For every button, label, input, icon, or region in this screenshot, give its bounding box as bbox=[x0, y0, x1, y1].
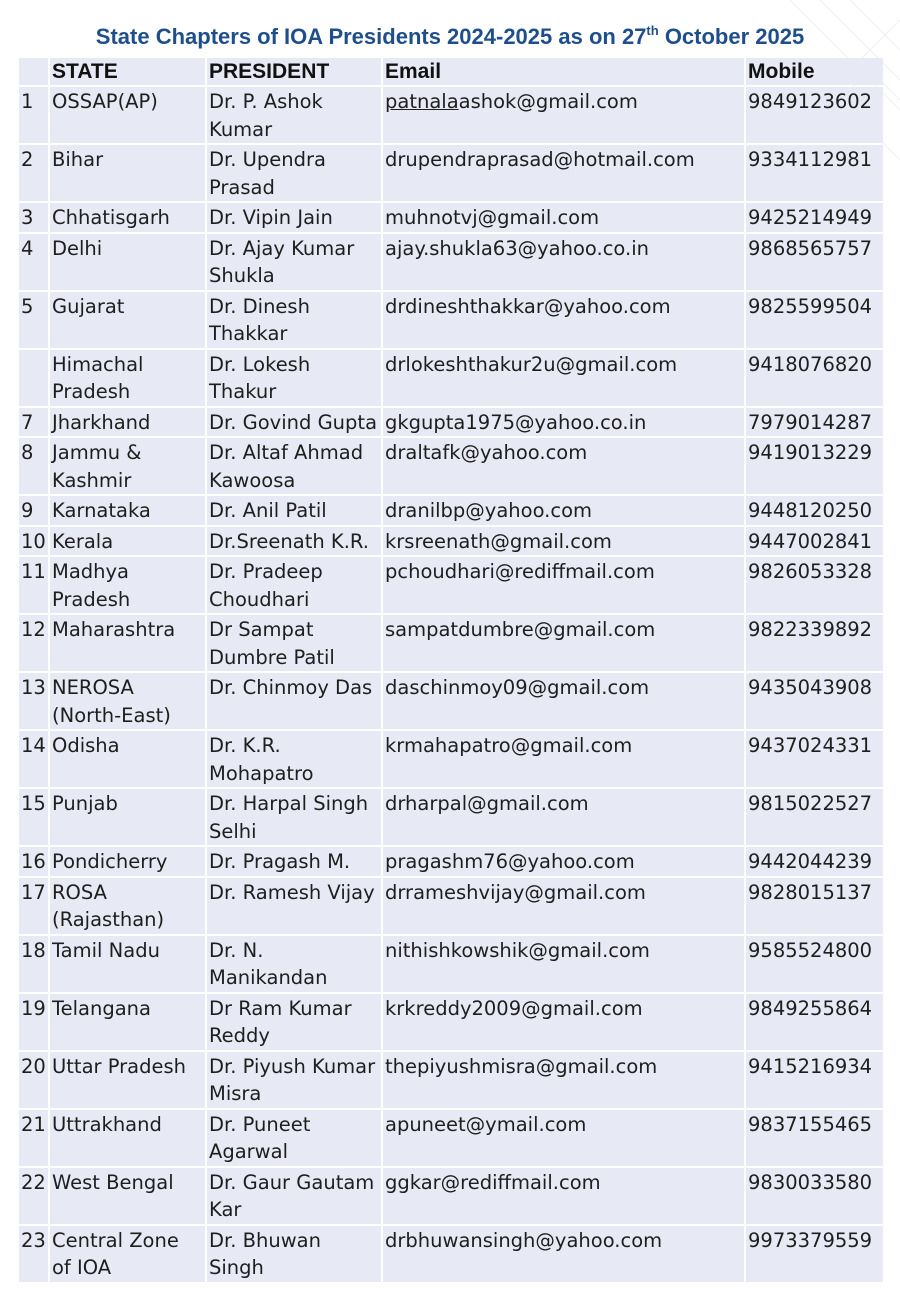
mobile-cell: 9822339892 bbox=[746, 615, 883, 671]
email-cell: nithishkowshik@gmail.com bbox=[383, 936, 744, 992]
email-cell: krmahapatro@gmail.com bbox=[383, 731, 744, 787]
row-number: 15 bbox=[19, 789, 48, 845]
table-row bbox=[19, 789, 883, 845]
president-cell: Dr. Altaf Ahmad Kawoosa bbox=[207, 438, 381, 494]
row-number: 7 bbox=[19, 408, 48, 437]
email-cell: dranilbp@yahoo.com bbox=[383, 496, 744, 525]
table-row bbox=[19, 673, 883, 729]
president-cell: Dr. N. Manikandan bbox=[207, 936, 381, 992]
row-number: 4 bbox=[19, 234, 48, 290]
mobile-cell: 9868565757 bbox=[746, 234, 883, 290]
mobile-cell: 9837155465 bbox=[746, 1110, 883, 1166]
row-number: 19 bbox=[19, 994, 48, 1050]
mobile-cell: 9826053328 bbox=[746, 557, 883, 613]
president-cell: Dr. Ajay Kumar Shukla bbox=[207, 234, 381, 290]
table-row bbox=[19, 936, 883, 992]
president-cell: Dr. Puneet Agarwal bbox=[207, 1110, 381, 1166]
row-number: 1 bbox=[19, 87, 48, 143]
row-number: 22 bbox=[19, 1168, 48, 1224]
row-number: 10 bbox=[19, 527, 48, 556]
email-cell: ajay.shukla63@yahoo.co.in bbox=[383, 234, 744, 290]
email-cell: drrameshvijay@gmail.com bbox=[383, 878, 744, 934]
state-cell: Central Zone of IOA bbox=[50, 1226, 205, 1282]
state-cell: Kerala bbox=[50, 527, 205, 556]
email-cell: drharpal@gmail.com bbox=[383, 789, 744, 845]
state-cell: Uttar Pradesh bbox=[50, 1052, 205, 1108]
title-prefix: State Chapters of IOA Presidents 2024-2025 as on 27 bbox=[95, 24, 647, 49]
state-cell: Uttrakhand bbox=[50, 1110, 205, 1166]
email-cell: pragashm76@yahoo.com bbox=[383, 847, 744, 876]
state-cell: ROSA (Rajasthan) bbox=[50, 878, 205, 934]
row-number bbox=[19, 350, 48, 406]
email-cell: thepiyushmisra@gmail.com bbox=[383, 1052, 744, 1108]
table-row bbox=[19, 438, 883, 494]
state-cell: Pondicherry bbox=[50, 847, 205, 876]
row-number: 8 bbox=[19, 438, 48, 494]
table-row bbox=[19, 203, 883, 232]
state-cell: Karnataka bbox=[50, 496, 205, 525]
row-number: 21 bbox=[19, 1110, 48, 1166]
row-number: 12 bbox=[19, 615, 48, 671]
email-cell: pchoudhari@rediffmail.com bbox=[383, 557, 744, 613]
mobile-cell: 9830033580 bbox=[746, 1168, 883, 1224]
state-cell: Delhi bbox=[50, 234, 205, 290]
mobile-cell: 9415216934 bbox=[746, 1052, 883, 1108]
table-row bbox=[19, 994, 883, 1050]
state-cell: Telangana bbox=[50, 994, 205, 1050]
row-number: 9 bbox=[19, 496, 48, 525]
presidents-table-container bbox=[19, 58, 883, 1282]
state-cell: Odisha bbox=[50, 731, 205, 787]
state-cell: Himachal Pradesh bbox=[50, 350, 205, 406]
mobile-cell: 9849123602 bbox=[746, 87, 883, 143]
table-row bbox=[19, 87, 883, 143]
email-cell: apuneet@ymail.com bbox=[383, 1110, 744, 1166]
state-cell: Maharashtra bbox=[50, 615, 205, 671]
president-cell: Dr. Gaur Gautam Kar bbox=[207, 1168, 381, 1224]
table-row bbox=[19, 527, 883, 556]
president-cell: Dr. P. Ashok Kumar bbox=[207, 87, 381, 143]
email-text[interactable]: ashok@gmail.com bbox=[458, 90, 638, 113]
header-email: Email bbox=[383, 58, 744, 85]
president-cell: Dr Ram Kumar Reddy bbox=[207, 994, 381, 1050]
president-cell: Dr.Sreenath K.R. bbox=[207, 527, 381, 556]
header-state: STATE bbox=[50, 58, 205, 85]
email-cell: drupendraprasad@hotmail.com bbox=[383, 145, 744, 201]
state-cell: Gujarat bbox=[50, 292, 205, 348]
president-cell: Dr. K.R. Mohapatro bbox=[207, 731, 381, 787]
email-cell: gkgupta1975@yahoo.co.in bbox=[383, 408, 744, 437]
president-cell: Dr. Anil Patil bbox=[207, 496, 381, 525]
president-cell: Dr. Govind Gupta bbox=[207, 408, 381, 437]
email-cell: draltafk@yahoo.com bbox=[383, 438, 744, 494]
president-cell: Dr. Chinmoy Das bbox=[207, 673, 381, 729]
email-cell: krsreenath@gmail.com bbox=[383, 527, 744, 556]
email-cell: muhnotvj@gmail.com bbox=[383, 203, 744, 232]
president-cell: Dr. Vipin Jain bbox=[207, 203, 381, 232]
mobile-cell: 9825599504 bbox=[746, 292, 883, 348]
table-row bbox=[19, 1110, 883, 1166]
mobile-cell: 9437024331 bbox=[746, 731, 883, 787]
state-cell: NEROSA (North-East) bbox=[50, 673, 205, 729]
table-row bbox=[19, 350, 883, 406]
email-cell: daschinmoy09@gmail.com bbox=[383, 673, 744, 729]
mobile-cell: 9815022527 bbox=[746, 789, 883, 845]
president-cell: Dr. Pradeep Choudhari bbox=[207, 557, 381, 613]
mobile-cell: 9447002841 bbox=[746, 527, 883, 556]
state-cell: Jharkhand bbox=[50, 408, 205, 437]
email-cell: drbhuwansingh@yahoo.com bbox=[383, 1226, 744, 1282]
table-row bbox=[19, 1052, 883, 1108]
mobile-cell: 9973379559 bbox=[746, 1226, 883, 1282]
header-no bbox=[19, 58, 48, 85]
email-underlined-part[interactable]: patnala bbox=[385, 90, 459, 113]
row-number: 17 bbox=[19, 878, 48, 934]
president-cell: Dr. Bhuwan Singh bbox=[207, 1226, 381, 1282]
table-row bbox=[19, 496, 883, 525]
table-row bbox=[19, 292, 883, 348]
state-cell: OSSAP(AP) bbox=[50, 87, 205, 143]
header-mobile: Mobile bbox=[746, 58, 883, 85]
table-header-row bbox=[19, 58, 883, 85]
state-cell: Madhya Pradesh bbox=[50, 557, 205, 613]
email-cell: drdineshthakkar@yahoo.com bbox=[383, 292, 744, 348]
state-cell: Punjab bbox=[50, 789, 205, 845]
state-cell: Bihar bbox=[50, 145, 205, 201]
title-suffix: October 2025 bbox=[658, 24, 805, 49]
table-row bbox=[19, 1226, 883, 1282]
email-cell: sampatdumbre@gmail.com bbox=[383, 615, 744, 671]
president-cell: Dr. Harpal Singh Selhi bbox=[207, 789, 381, 845]
row-number: 20 bbox=[19, 1052, 48, 1108]
title-superscript: th bbox=[646, 22, 659, 38]
table-row bbox=[19, 615, 883, 671]
mobile-cell: 9435043908 bbox=[746, 673, 883, 729]
mobile-cell: 9418076820 bbox=[746, 350, 883, 406]
mobile-cell: 9334112981 bbox=[746, 145, 883, 201]
table-row bbox=[19, 145, 883, 201]
table-row bbox=[19, 557, 883, 613]
president-cell: Dr. Dinesh Thakkar bbox=[207, 292, 381, 348]
page-title bbox=[0, 22, 900, 52]
row-number: 13 bbox=[19, 673, 48, 729]
table-row bbox=[19, 1168, 883, 1224]
table-row bbox=[19, 878, 883, 934]
table-row bbox=[19, 234, 883, 290]
state-cell: Jammu & Kashmir bbox=[50, 438, 205, 494]
state-cell: West Bengal bbox=[50, 1168, 205, 1224]
row-number: 3 bbox=[19, 203, 48, 232]
row-number: 23 bbox=[19, 1226, 48, 1282]
presidents-table bbox=[17, 56, 885, 1284]
mobile-cell: 9448120250 bbox=[746, 496, 883, 525]
row-number: 16 bbox=[19, 847, 48, 876]
header-president: PRESIDENT bbox=[207, 58, 381, 85]
email-cell: drlokeshthakur2u@gmail.com bbox=[383, 350, 744, 406]
email-cell[interactable] bbox=[383, 87, 744, 143]
mobile-cell: 9849255864 bbox=[746, 994, 883, 1050]
table-row bbox=[19, 847, 883, 876]
mobile-cell: 7979014287 bbox=[746, 408, 883, 437]
state-cell: Chhatisgarh bbox=[50, 203, 205, 232]
president-cell: Dr. Upendra Prasad bbox=[207, 145, 381, 201]
president-cell: Dr. Lokesh Thakur bbox=[207, 350, 381, 406]
president-cell: Dr Sampat Dumbre Patil bbox=[207, 615, 381, 671]
row-number: 14 bbox=[19, 731, 48, 787]
mobile-cell: 9585524800 bbox=[746, 936, 883, 992]
mobile-cell: 9828015137 bbox=[746, 878, 883, 934]
row-number: 18 bbox=[19, 936, 48, 992]
president-cell: Dr. Ramesh Vijay bbox=[207, 878, 381, 934]
mobile-cell: 9419013229 bbox=[746, 438, 883, 494]
row-number: 11 bbox=[19, 557, 48, 613]
mobile-cell: 9425214949 bbox=[746, 203, 883, 232]
mobile-cell: 9442044239 bbox=[746, 847, 883, 876]
email-cell: ggkar@rediffmail.com bbox=[383, 1168, 744, 1224]
row-number: 2 bbox=[19, 145, 48, 201]
president-cell: Dr. Pragash M. bbox=[207, 847, 381, 876]
email-cell: krkreddy2009@gmail.com bbox=[383, 994, 744, 1050]
state-cell: Tamil Nadu bbox=[50, 936, 205, 992]
table-row bbox=[19, 408, 883, 437]
president-cell: Dr. Piyush Kumar Misra bbox=[207, 1052, 381, 1108]
row-number: 5 bbox=[19, 292, 48, 348]
table-row bbox=[19, 731, 883, 787]
